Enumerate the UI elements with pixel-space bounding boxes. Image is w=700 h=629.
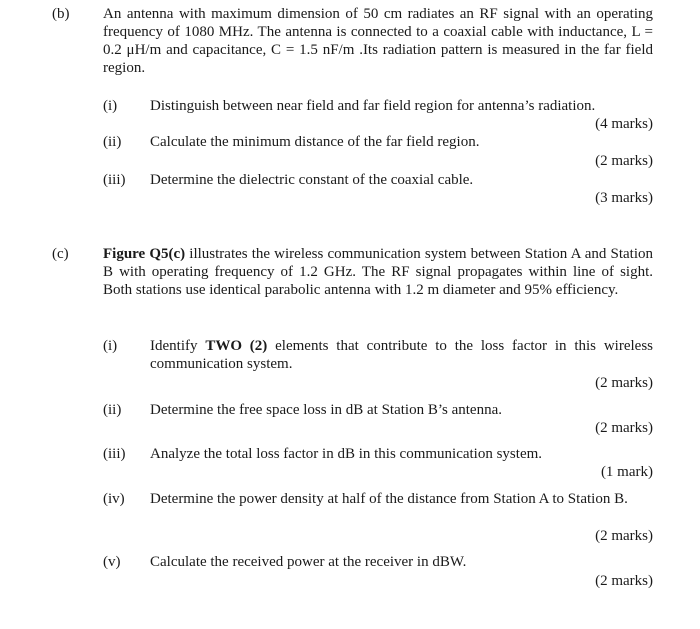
question-b-iii-text: Determine the dielectric constant of the coaxial cable. — [150, 172, 474, 188]
question-b-i-text: Distinguish between near field and far field region for antenna’s radiation. — [150, 98, 596, 114]
question-b-iii-number: (iii) — [103, 172, 126, 188]
section-b-label: (b) — [52, 6, 70, 22]
question-c-ii-text: Determine the free space loss in dB at Station B’s antenna. — [150, 402, 502, 418]
question-c-v-marks: (2 marks) — [595, 573, 653, 589]
question-b-ii-marks: (2 marks) — [595, 153, 653, 169]
question-b-i-marks: (4 marks) — [595, 116, 653, 132]
question-c-iii-text: Analyze the total loss factor in dB in this communication system. — [150, 446, 543, 462]
section-c-label: (c) — [52, 246, 69, 262]
question-c-v-text: Calculate the received power at the receiver in dBW. — [150, 554, 467, 570]
question-b-i-number: (i) — [103, 98, 118, 114]
question-b-ii-number: (ii) — [103, 134, 122, 150]
question-c-i-text-post: elements that contribute to the loss factor in this wireless communication system. — [150, 338, 654, 372]
question-c-i-number: (i) — [103, 338, 118, 354]
question-c-iv-number: (iv) — [103, 491, 125, 507]
question-c-iv-text: Determine the power density at half of the distance from Station A to Station B. — [150, 491, 628, 507]
question-c-ii-marks: (2 marks) — [595, 420, 653, 436]
question-c-iii-number: (iii) — [103, 446, 126, 462]
section-c-intro-text: illustrates the wireless communication system between Station A and Station B with operating frequency of 1.2 GHz. The RF signal propagates within line of sight. Both stations use identical parabolic antenna with 1.2 m diameter and 95% efficiency. — [103, 246, 653, 298]
question-c-iv-marks: (2 marks) — [595, 528, 653, 544]
question-c-i-text — [150, 337, 653, 373]
question-c-i-emphasis: TWO (2) — [205, 338, 268, 354]
question-c-i-marks: (2 marks) — [595, 375, 653, 391]
question-c-i-text-pre: Identify — [150, 338, 206, 354]
question-b-iii-marks: (3 marks) — [595, 190, 653, 206]
question-c-v-number: (v) — [103, 554, 121, 570]
figure-reference: Figure Q5(c) — [103, 246, 186, 262]
section-c-intro — [103, 245, 653, 299]
section-b-intro: An antenna with maximum dimension of 50 cm radiates an RF signal with an operating frequency of 1080 MHz. The antenna is connected to a coaxial cable with inductance, L = 0.2 μH/m and capacitance, C = 1.5 nF/m .Its radiation pattern is measured in the far field region. — [103, 6, 653, 76]
question-b-ii-text: Calculate the minimum distance of the far field region. — [150, 134, 480, 150]
question-c-iii-marks: (1 mark) — [600, 464, 653, 480]
question-c-ii-number: (ii) — [103, 402, 122, 418]
